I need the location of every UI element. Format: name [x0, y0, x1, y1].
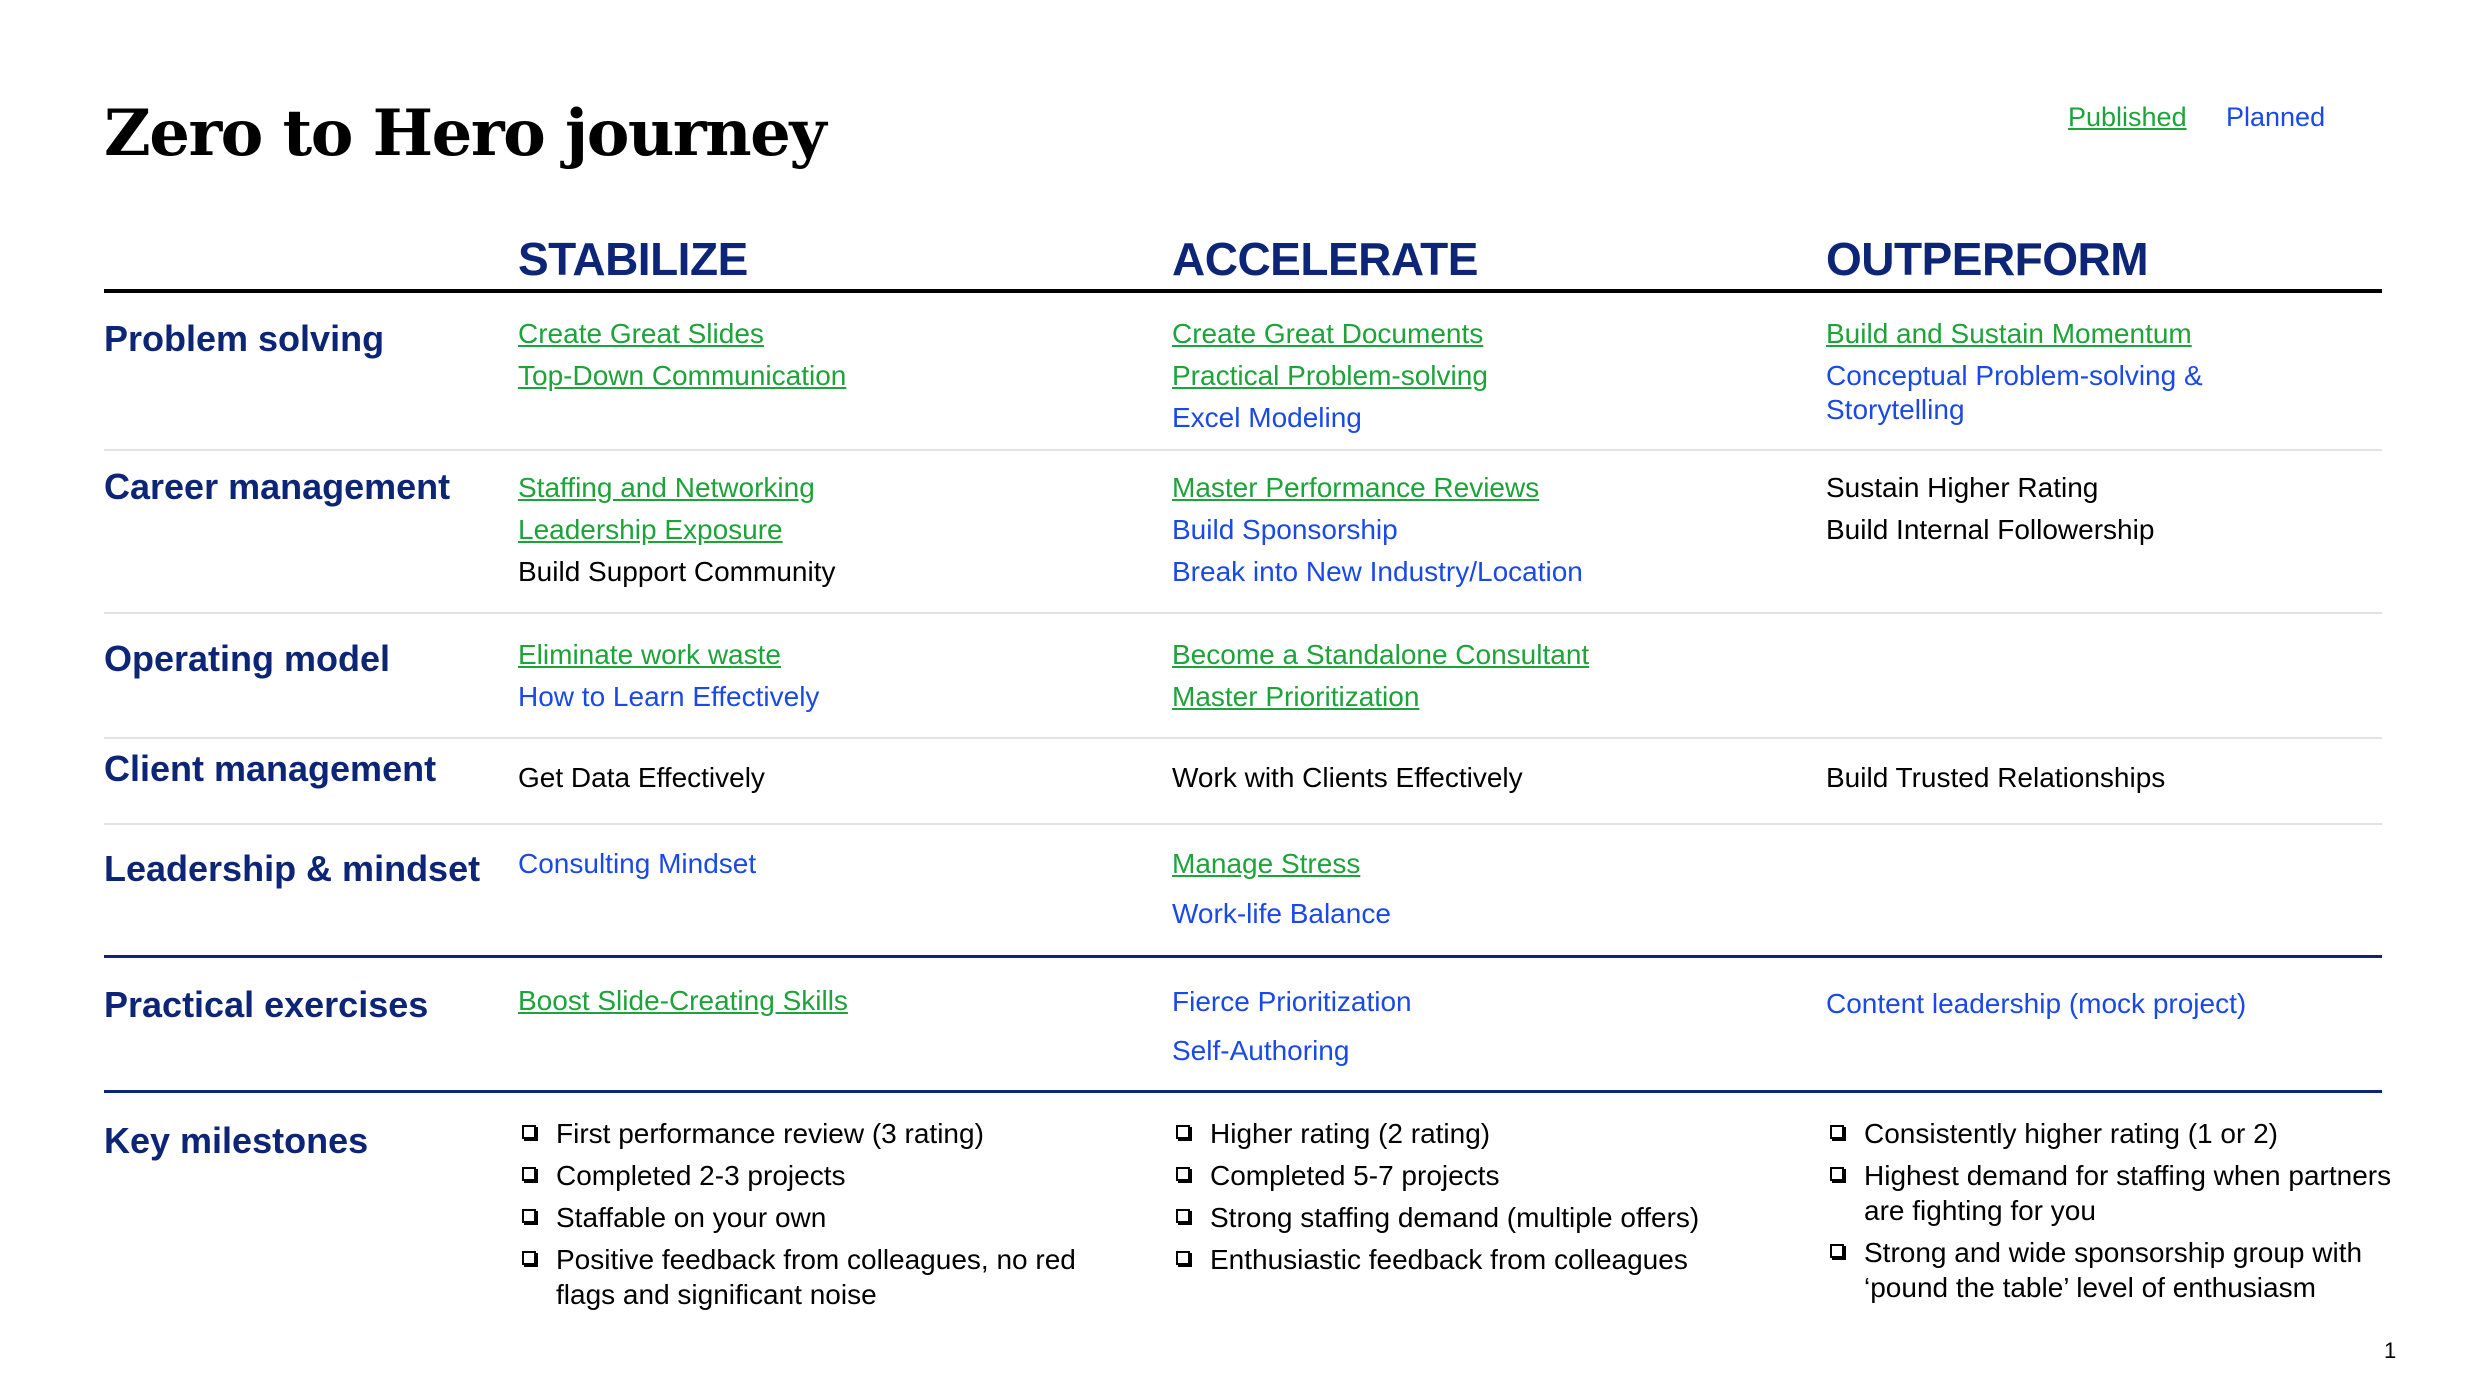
- link-staffing-and-networking[interactable]: Staffing and Networking: [518, 472, 815, 503]
- milestone-text: Strong staffing demand (multiple offers): [1210, 1202, 1700, 1233]
- legend-published[interactable]: Published: [2068, 102, 2187, 132]
- link-leadership-exposure[interactable]: Leadership Exposure: [518, 514, 783, 545]
- planned-self-authoring: Self-Authoring: [1172, 1035, 1350, 1066]
- checkbox-icon[interactable]: [522, 1209, 536, 1223]
- planned-conceptual-problem-solving: Conceptual Problem-solving &: [1826, 360, 2203, 391]
- stage-header-accelerate: ACCELERATE: [1172, 233, 1478, 285]
- milestone-item: [1826, 1116, 2424, 1151]
- checkbox-icon[interactable]: [1176, 1125, 1190, 1139]
- row-label-leadership-mindset: Leadership & mindset: [104, 848, 481, 889]
- planned-how-to-learn-effectively: How to Learn Effectively: [518, 681, 820, 712]
- page-number: 1: [2384, 1338, 2397, 1363]
- link-practical-problem-solving[interactable]: Practical Problem-solving: [1172, 360, 1488, 391]
- link-build-and-sustain-momentum[interactable]: Build and Sustain Momentum: [1826, 318, 2192, 349]
- row-divider: [104, 737, 2382, 739]
- milestone-text: Completed 2-3 projects: [556, 1160, 846, 1191]
- checkbox-icon[interactable]: [522, 1125, 536, 1139]
- link-create-great-documents[interactable]: Create Great Documents: [1172, 318, 1484, 349]
- planned-content-leadership: Content leadership (mock project): [1826, 988, 2247, 1019]
- milestone-text: Higher rating (2 rating): [1210, 1118, 1491, 1149]
- checkbox-icon[interactable]: [522, 1251, 536, 1265]
- milestone-item: [1826, 1158, 2424, 1228]
- milestone-item: [1172, 1158, 1770, 1193]
- item-build-internal-followership: Build Internal Followership: [1826, 514, 2155, 545]
- milestone-item: [518, 1200, 1116, 1235]
- milestone-text: Highest demand for staffing when partners are fighting for you: [1864, 1160, 2392, 1226]
- item-sustain-higher-rating: Sustain Higher Rating: [1826, 472, 2099, 503]
- row-label-operating-model: Operating model: [104, 638, 391, 679]
- checkbox-icon[interactable]: [1830, 1167, 1844, 1181]
- checkbox-icon[interactable]: [1176, 1209, 1190, 1223]
- planned-consulting-mindset: Consulting Mindset: [518, 848, 757, 879]
- checkbox-icon[interactable]: [1830, 1244, 1844, 1258]
- row-divider: [104, 612, 2382, 614]
- checkbox-icon[interactable]: [1830, 1125, 1844, 1139]
- checkbox-icon[interactable]: [1176, 1167, 1190, 1181]
- planned-conceptual-problem-solving-cont: Storytelling: [1826, 394, 1965, 425]
- checkbox-icon[interactable]: [522, 1167, 536, 1181]
- item-build-support-community: Build Support Community: [518, 556, 836, 587]
- link-master-prioritization[interactable]: Master Prioritization: [1172, 681, 1420, 712]
- row-label-practical-exercises: Practical exercises: [104, 984, 429, 1025]
- link-top-down-communication[interactable]: Top-Down Communication: [518, 360, 847, 391]
- page-title: Zero to Hero journey: [104, 96, 826, 171]
- section-divider: [104, 955, 2382, 958]
- row-label-problem-solving: Problem solving: [104, 318, 385, 359]
- row-divider: [104, 449, 2382, 451]
- planned-excel-modeling: Excel Modeling: [1172, 402, 1362, 433]
- milestone-item: [1172, 1200, 1770, 1235]
- milestone-text: Enthusiastic feedback from colleagues: [1210, 1244, 1688, 1275]
- row-label-key-milestones: Key milestones: [104, 1120, 369, 1161]
- planned-fierce-prioritization: Fierce Prioritization: [1172, 986, 1412, 1017]
- milestone-text: Positive feedback from colleagues, no red flags and significant noise: [556, 1244, 1076, 1310]
- milestone-text: First performance review (3 rating): [556, 1118, 984, 1149]
- stage-header-outperform: OUTPERFORM: [1826, 233, 2149, 285]
- item-build-trusted-relationships: Build Trusted Relationships: [1826, 762, 2166, 793]
- legend-planned: Planned: [2226, 102, 2326, 132]
- link-eliminate-work-waste[interactable]: Eliminate work waste: [518, 639, 781, 670]
- link-boost-slide-creating-skills[interactable]: Boost Slide-Creating Skills: [518, 985, 848, 1016]
- milestone-text: Strong and wide sponsorship group with ‘pound the table’ level of enthusiasm: [1864, 1237, 2363, 1303]
- link-manage-stress[interactable]: Manage Stress: [1172, 848, 1361, 879]
- milestone-item: [1172, 1116, 1770, 1151]
- milestone-item: [518, 1242, 1116, 1312]
- item-work-with-clients-effectively: Work with Clients Effectively: [1172, 762, 1523, 793]
- row-label-client-management: Client management: [104, 748, 437, 789]
- row-divider: [104, 823, 2382, 825]
- planned-break-into-new-industry: Break into New Industry/Location: [1172, 556, 1583, 587]
- stage-header-stabilize: STABILIZE: [518, 233, 748, 285]
- planned-build-sponsorship: Build Sponsorship: [1172, 514, 1398, 545]
- milestone-item: [518, 1158, 1116, 1193]
- milestone-item: [518, 1116, 1116, 1151]
- link-become-standalone-consultant[interactable]: Become a Standalone Consultant: [1172, 639, 1590, 670]
- link-create-great-slides[interactable]: Create Great Slides: [518, 318, 764, 349]
- planned-work-life-balance: Work-life Balance: [1172, 898, 1391, 929]
- milestone-text: Completed 5-7 projects: [1210, 1160, 1500, 1191]
- milestone-text: Consistently higher rating (1 or 2): [1864, 1118, 2278, 1149]
- section-divider: [104, 1090, 2382, 1093]
- milestone-item: [1172, 1242, 1770, 1277]
- link-master-performance-reviews[interactable]: Master Performance Reviews: [1172, 472, 1540, 503]
- header-divider: [104, 289, 2382, 293]
- checkbox-icon[interactable]: [1176, 1251, 1190, 1265]
- milestone-text: Staffable on your own: [556, 1202, 827, 1233]
- row-label-career-management: Career management: [104, 466, 451, 507]
- milestone-item: [1826, 1235, 2424, 1305]
- item-get-data-effectively: Get Data Effectively: [518, 762, 765, 793]
